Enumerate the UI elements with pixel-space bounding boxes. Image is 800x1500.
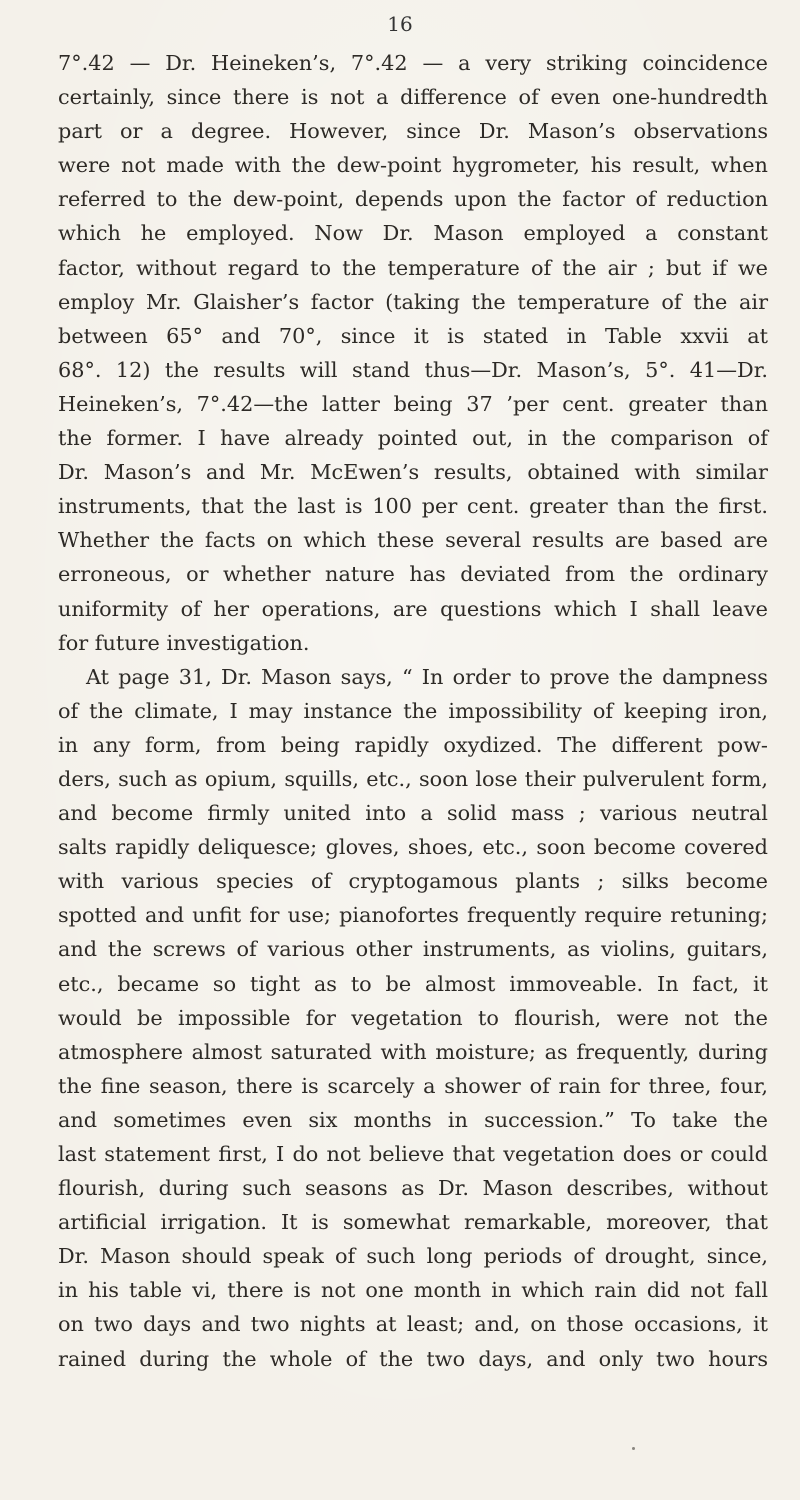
text-line: Dr. Mason should speak of such long periods of drought, since, (58, 1244, 769, 1269)
text-line: certainly, since there is not a difference of even one-hundredth (58, 85, 768, 110)
text-line: atmosphere almost saturated with moisture; as frequently, during (58, 1039, 768, 1064)
text-line: referred to the dew-point, depends upon the factor of reduction (58, 187, 768, 212)
text-line: etc., became so tight as to be almost immoveable. In fact, it (58, 971, 769, 996)
text-line: of the climate, I may instance the impossibility of keeping iron, (58, 698, 768, 723)
body-text (58, 46, 768, 1376)
page-number: 16 (387, 12, 413, 36)
text-line: and the screws of various other instruments, as violins, guitars, (58, 937, 768, 962)
text-line: artificial irrigation. It is somewhat remarkable, moreover, that (58, 1210, 768, 1235)
text-line: last statement first, I do not believe that vegetation does or could (58, 1142, 769, 1166)
text-line: 68°. 12) the results will stand thus—Dr. Mason’s, 5°. 41—Dr. (58, 357, 768, 382)
text-line: At page 31, Dr. Mason says, “ In order to prove the dampness (86, 664, 768, 689)
text-line: ders, such as opium, squills, etc., soon lose their pulverulent form, (58, 766, 768, 791)
text-line: in any form, from being rapidly oxydized. The different pow- (58, 732, 768, 757)
text-line: were not made with the dew-point hygrometer, his result, when (58, 153, 768, 178)
text-line: on two days and two nights at least; and, on those occasions, it (58, 1312, 768, 1337)
text-line: employ Mr. Glaisher’s factor (taking the temperature of the air (58, 289, 769, 314)
text-line: Heineken’s, 7°.42—the latter being 37 ’per cent. greater than (58, 391, 768, 416)
text-line: Dr. Mason’s and Mr. McEwen’s results, obtained with similar (58, 460, 769, 485)
text-line: in his table vi, there is not one month in which rain did not fall (58, 1278, 768, 1303)
text-line: would be impossible for vegetation to flourish, were not the (58, 1005, 768, 1030)
text-line: the fine season, there is scarcely a shower of rain for three, four, (58, 1073, 768, 1098)
text-line: part or a degree. However, since Dr. Mason’s observations (58, 119, 768, 144)
text-line: rained during the whole of the two days, and only two hours (58, 1346, 769, 1371)
text-line: factor, without regard to the temperature of the air ; but if we (58, 255, 768, 280)
text-line: uniformity of her operations, are questions which I shall leave (58, 596, 768, 621)
text-line: for future investigation. (58, 630, 310, 655)
text-line: Whether the facts on which these several results are based are (58, 528, 768, 553)
text-line: and become firmly united into a solid mass ; various neutral (58, 801, 768, 826)
text-line: with various species of cryptogamous plants ; silks become (58, 869, 768, 894)
text-line: 7°.42 — Dr. Heineken’s, 7°.42 — a very striking coincidence (58, 51, 768, 75)
text-line: instruments, that the last is 100 per cent. greater than the first. (58, 494, 769, 519)
text-line: which he employed. Now Dr. Mason employed a constant (58, 221, 769, 246)
text-line: between 65° and 70°, since it is stated in Table xxvii at (58, 323, 768, 348)
text-line: the former. I have already pointed out, in the comparison of (58, 426, 768, 451)
text-line: spotted and unfit for use; pianofortes frequently require retuning; (58, 903, 768, 928)
text-line: and sometimes even six months in succession.” To take the (58, 1107, 768, 1132)
ink-speck (632, 1447, 635, 1450)
text-line: erroneous, or whether nature has deviated from the ordinary (58, 562, 769, 587)
text-line: flourish, during such seasons as Dr. Mason describes, without (58, 1176, 768, 1201)
text-line: salts rapidly deliquesce; gloves, shoes, etc., soon become covered (58, 835, 768, 860)
